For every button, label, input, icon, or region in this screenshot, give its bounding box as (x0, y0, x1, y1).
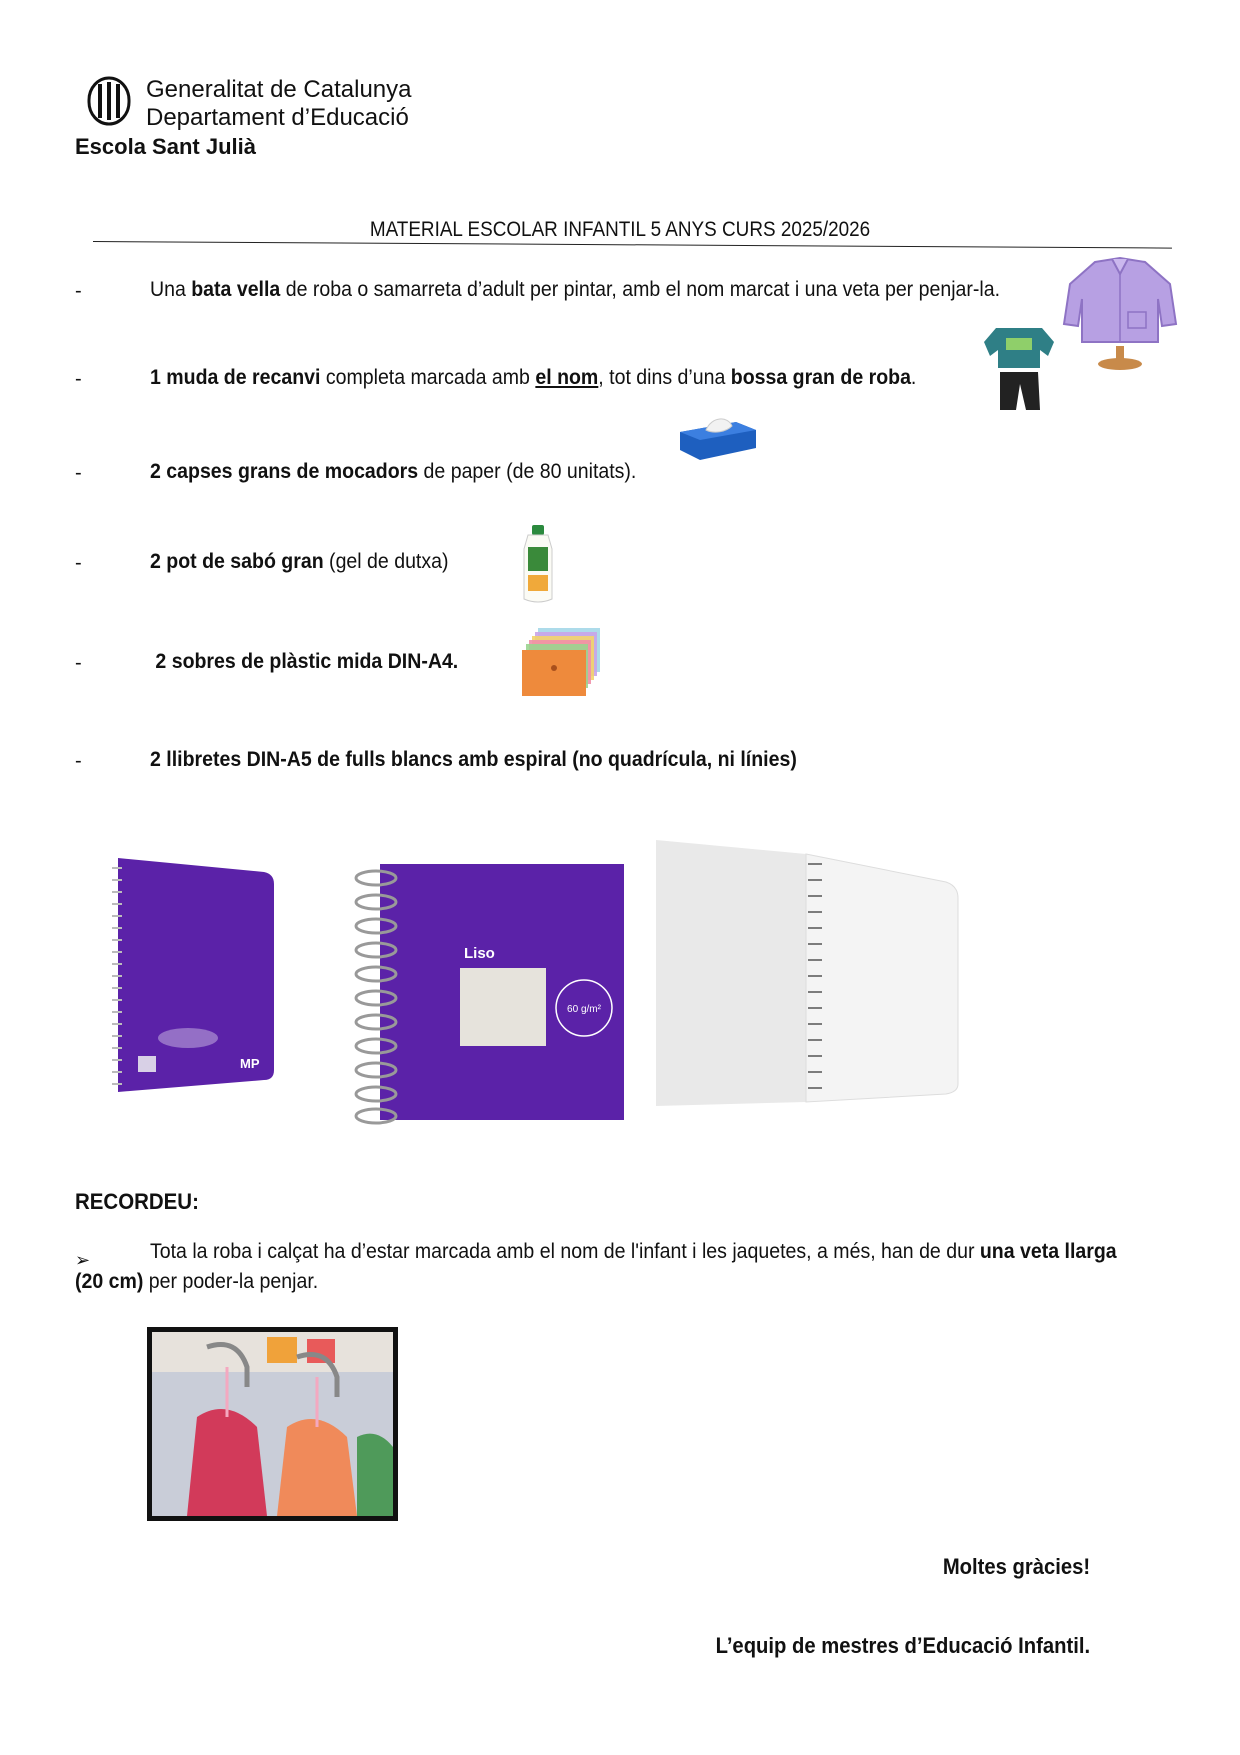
item-text-part: 2 capses grans de mocadors (150, 460, 419, 483)
shower-gel-image (520, 525, 556, 605)
item-text-part: 2 llibretes DIN-A5 de fulls blancs amb espiral (no quadrícula, ni línies) (150, 748, 797, 771)
item-text-part: de paper (de 80 unitats). (418, 460, 637, 483)
item-dash: - (75, 552, 82, 574)
item-text-part: completa marcada amb (320, 366, 536, 389)
recordeu-line-1-bold: una veta llarga (979, 1240, 1117, 1263)
thanks-text: Moltes gràcies! (942, 1554, 1090, 1579)
recordeu-line-2-bold: (20 cm) (75, 1270, 144, 1293)
plastic-folders-image (520, 624, 604, 700)
item-text-part: 1 muda de recanvi (150, 366, 321, 389)
coat-hook-photo (147, 1327, 398, 1521)
arrow-bullet-icon: ➢ (75, 1250, 91, 1270)
notebook-weight-label: 60 g/m² (567, 1004, 601, 1015)
title-divider (93, 241, 1172, 249)
notebook-brand: MP (240, 1056, 260, 1071)
item-bata (150, 278, 1000, 302)
item-llibretes (150, 748, 797, 772)
smock-image (1060, 254, 1180, 372)
item-text-part: de roba o samarreta d’adult per pintar, amb el nom marcat i una veta per penjar-la. (280, 278, 1001, 301)
item-text-part: bossa gran de roba (730, 366, 911, 389)
item-dash: - (75, 280, 82, 302)
item-text-part: 2 sobres de plàstic mida DIN-A4. (150, 650, 459, 673)
item-text-part: . (910, 366, 917, 389)
item-dash: - (75, 368, 82, 390)
item-text-part: , tot dins d’una (598, 366, 731, 389)
recordeu-line-1-text: Tota la roba i calçat ha d’estar marcada amb el nom de l'infant i les jaquetes, a més, han de dur (150, 1240, 980, 1263)
spare-clothes-image (982, 324, 1056, 414)
notebook-liso-label: Liso (464, 945, 495, 962)
item-text-part: bata vella (191, 278, 281, 301)
recordeu-line-2-text: per poder-la penjar. (143, 1270, 319, 1293)
item-dash: - (75, 750, 82, 772)
notebook-closeup-image (340, 862, 626, 1128)
item-muda (150, 366, 916, 390)
page-title: MATERIAL ESCOLAR INFANTIL 5 ANYS CURS 2025/2026 (369, 218, 871, 241)
item-dash: - (75, 652, 82, 674)
item-sabo (150, 550, 448, 574)
tissue-box-image (676, 410, 760, 464)
recordeu-line-2 (75, 1270, 318, 1294)
gov-line-2: Departament d’Educació (146, 104, 409, 131)
signature-team: L’equip de mestres d’Educació Infantil. (715, 1633, 1090, 1658)
school-name: Escola Sant Julià (75, 134, 256, 159)
notebook-open-image (656, 840, 962, 1106)
item-sobres (150, 650, 458, 674)
item-dash: - (75, 462, 82, 484)
item-mocadors (150, 460, 636, 484)
gov-line-1: Generalitat de Catalunya (146, 76, 412, 103)
notebook-cover-image (108, 858, 280, 1092)
recordeu-line-1 (150, 1240, 1117, 1264)
item-text-part: 2 pot de sabó gran (150, 550, 324, 573)
recordeu-heading: RECORDEU: (75, 1189, 199, 1214)
item-text-part: el nom (535, 366, 599, 389)
item-text-part: (gel de dutxa) (323, 550, 449, 573)
item-text-part: Una (150, 278, 192, 301)
generalitat-logo (86, 76, 132, 126)
